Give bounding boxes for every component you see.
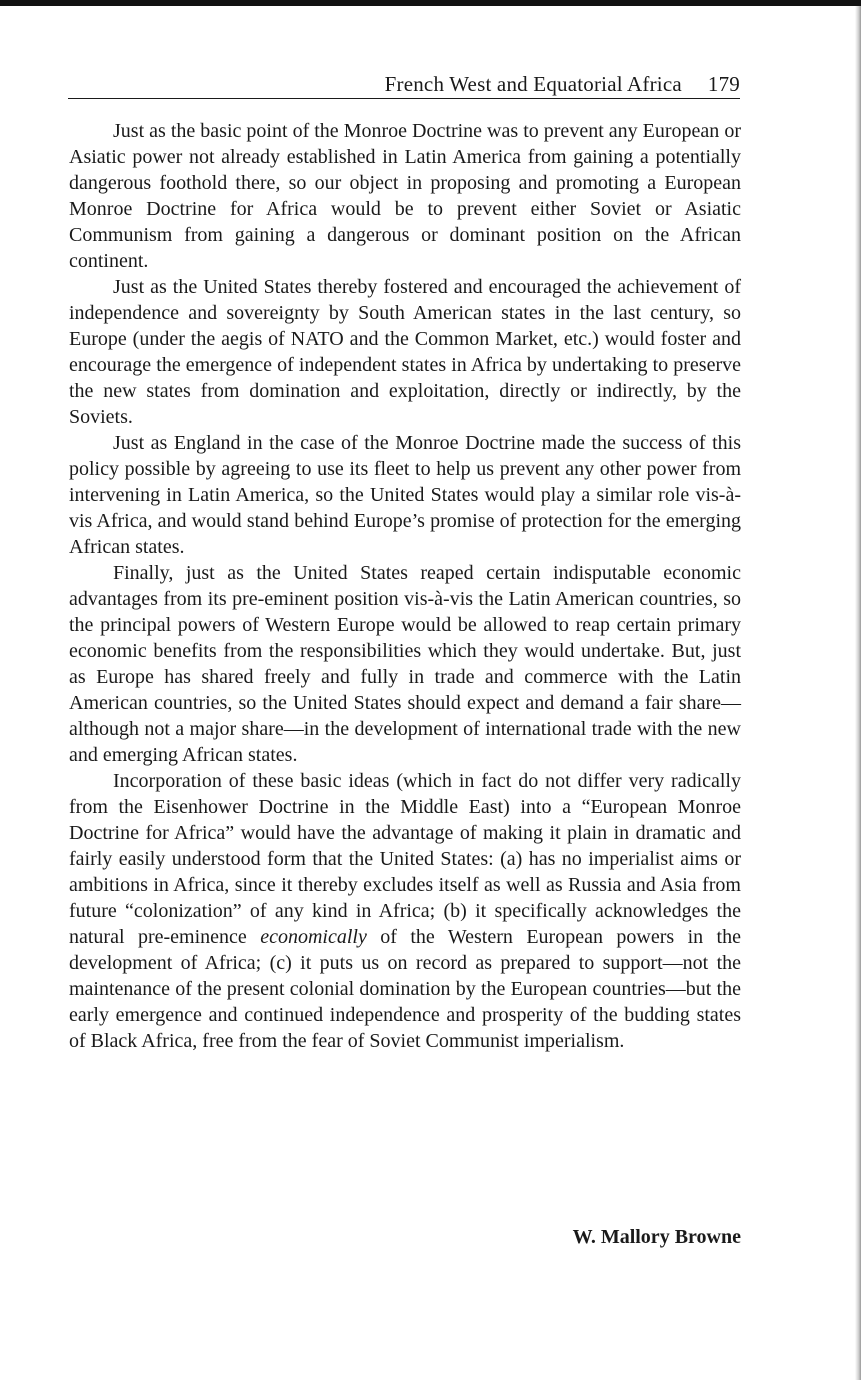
running-header bbox=[68, 70, 740, 99]
running-title: French West and Equatorial Africa bbox=[384, 72, 682, 96]
final-text-start: Incorporation of these basic ideas (which in fact do not differ very radically from the Eisenhower Doctrine in the Middle East) into a “European Monroe Doctrine for Africa” would have the advantage of making it plain in dramatic and fairly easily understood form that the United States: (a) has no imperialist aims or ambitions in Africa, since it thereby excludes itself as well as Russia and Asia from future “colonization” of any kind in Africa; (b) it specifically acknowledges the natural pre-eminence bbox=[69, 770, 741, 948]
final-text-end: of the Western European powers in the development of Africa; (c) it puts us on record as prepared to support—not the maintenance of the present colonial domination by the European countries—but the early emergence and continued independence and prosperity of the budding states of Black Africa, free from the fear of Soviet Communist imperialism. bbox=[69, 926, 741, 1052]
article-body bbox=[69, 118, 741, 1054]
paragraph: Just as the United States thereby fostered and encouraged the achievement of independence and sovereignty by South American states in the last century, so Europe (under the aegis of NATO and the Common Market, etc.) would foster and encourage the emergence of independent states in Africa by undertaking to preserve the new states from domination and exploitation, directly or indirectly, by the Soviets. bbox=[69, 276, 741, 428]
scan-page-edge bbox=[855, 6, 861, 1380]
author-signature: W. Mallory Browne bbox=[572, 1226, 741, 1248]
paragraph: Just as England in the case of the Monroe Doctrine made the success of this policy possible by agreeing to use its fleet to help us prevent any other power from intervening in Latin America, so the United States would play a similar role vis-à-vis Africa, and would stand behind Europe’s promise of protection for the emerging African states. bbox=[69, 432, 741, 558]
scan-top-border bbox=[0, 0, 861, 6]
paragraph: Finally, just as the United States reaped certain indisputable economic advantages from its pre-eminent position vis-à-vis the Latin American countries, so the principal powers of Western Europe would be allowed to reap certain primary economic benefits from the responsibilities which they would undertake. But, just as Europe has shared freely and fully in trade and commerce with the Latin American countries, so the United States should expect and demand a fair share—although not a major share—in the development of international trade with the new and emerging African states. bbox=[69, 562, 741, 766]
paragraph-final bbox=[69, 768, 741, 1054]
emphasis-text: economically bbox=[260, 926, 367, 948]
paragraph: Just as the basic point of the Monroe Doctrine was to prevent any European or Asiatic power not already established in Latin America from gaining a potentially dangerous foothold there, so our object in proposing and promoting a European Monroe Doctrine for Africa would be to prevent either Soviet or Asiatic Communism from gaining a dangerous or dominant position on the African continent. bbox=[69, 120, 741, 272]
page-number: 179 bbox=[707, 72, 740, 96]
